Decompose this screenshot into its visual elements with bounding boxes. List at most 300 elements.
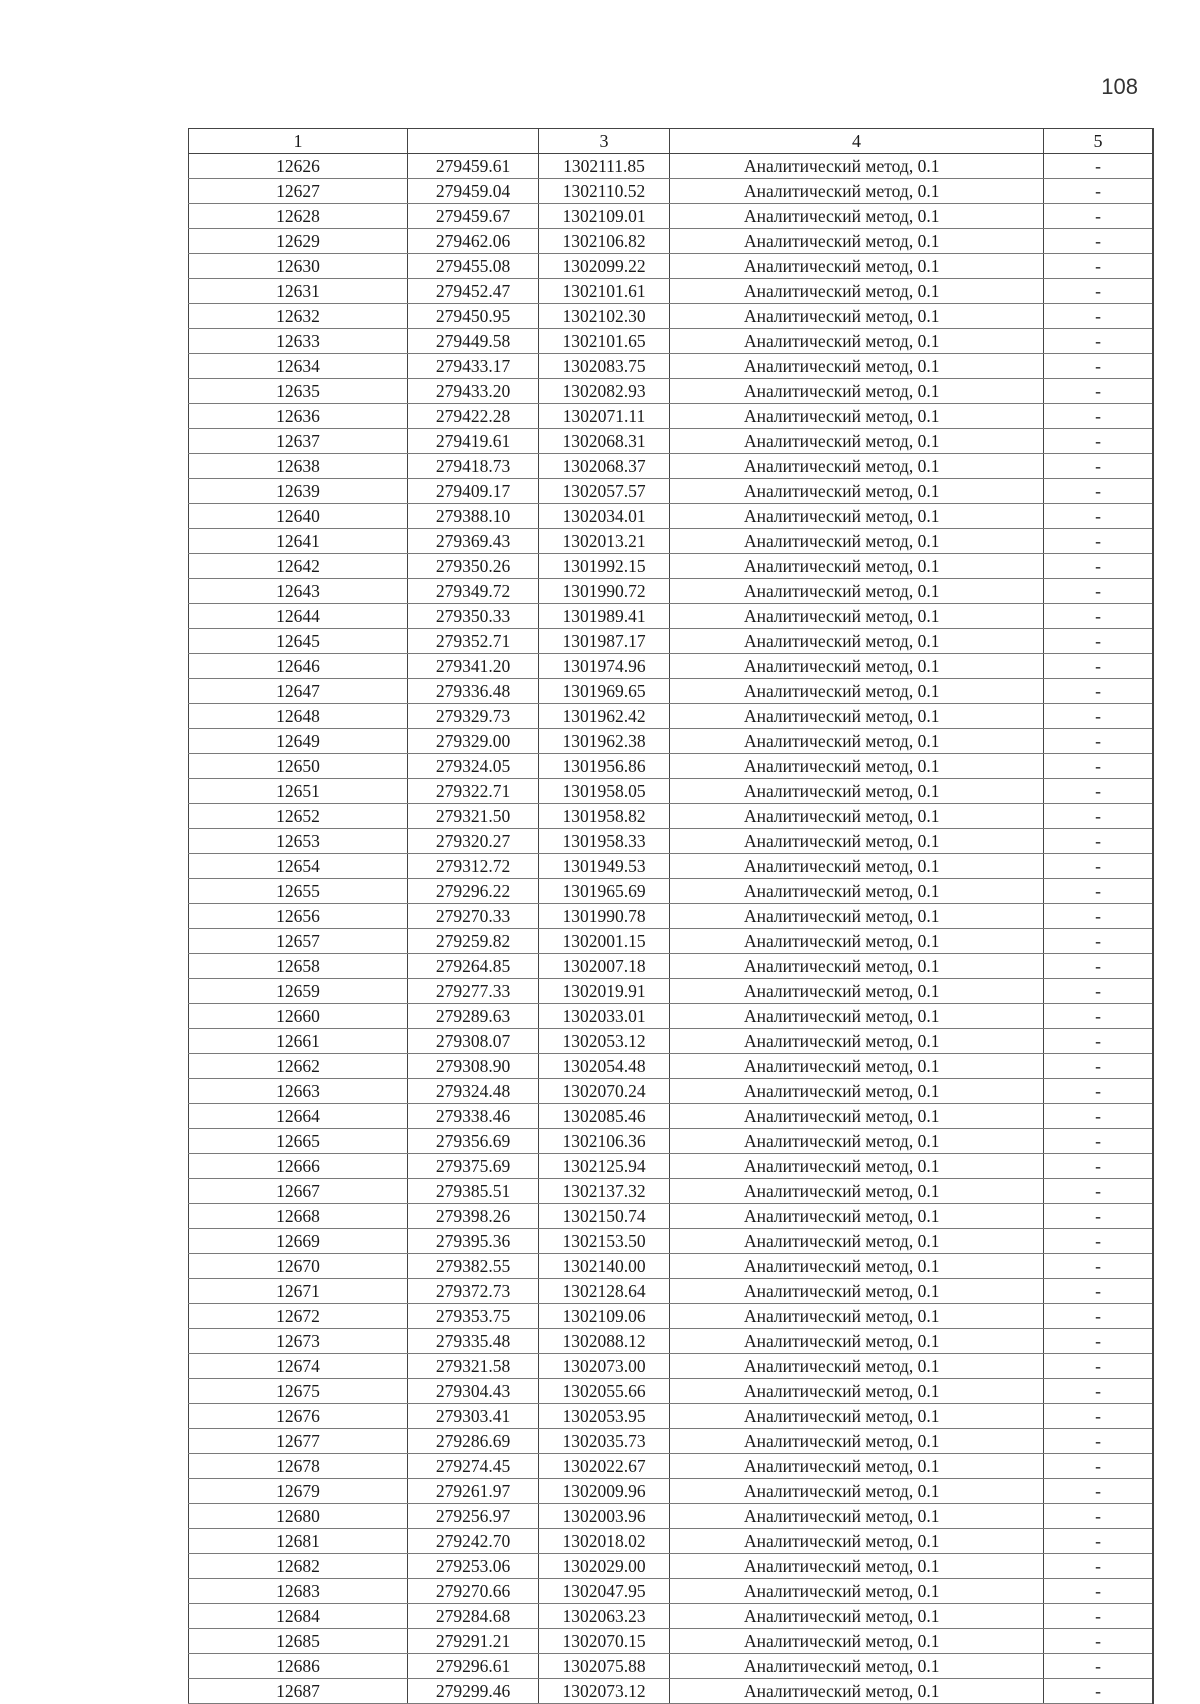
cell-coord-y: 1301969.65 <box>539 679 670 704</box>
cell-coord-y: 1301958.82 <box>539 804 670 829</box>
cell-coord-x: 279329.00 <box>408 729 539 754</box>
cell-note: - <box>1044 1254 1154 1279</box>
table-row <box>189 854 1154 879</box>
cell-coord-x: 279304.43 <box>408 1379 539 1404</box>
cell-coord-y: 1302110.52 <box>539 179 670 204</box>
cell-point-number: 12639 <box>189 479 408 504</box>
cell-coord-y: 1302073.00 <box>539 1354 670 1379</box>
cell-coord-y: 1302082.93 <box>539 379 670 404</box>
table-row <box>189 1229 1154 1254</box>
cell-coord-y: 1301962.38 <box>539 729 670 754</box>
table-row <box>189 1054 1154 1079</box>
cell-point-number: 12640 <box>189 504 408 529</box>
cell-note: - <box>1044 1004 1154 1029</box>
cell-coord-x: 279353.75 <box>408 1304 539 1329</box>
cell-coord-x: 279382.55 <box>408 1254 539 1279</box>
table-row <box>189 1129 1154 1154</box>
cell-method: Аналитический метод, 0.1 <box>670 954 1044 979</box>
cell-coord-x: 279286.69 <box>408 1429 539 1454</box>
cell-coord-y: 1302022.67 <box>539 1454 670 1479</box>
cell-method: Аналитический метод, 0.1 <box>670 629 1044 654</box>
table-row <box>189 629 1154 654</box>
table-row <box>189 1629 1154 1654</box>
cell-note: - <box>1044 604 1154 629</box>
cell-coord-y: 1302029.00 <box>539 1554 670 1579</box>
cell-point-number: 12677 <box>189 1429 408 1454</box>
table-row <box>189 754 1154 779</box>
cell-method: Аналитический метод, 0.1 <box>670 154 1044 179</box>
table-row <box>189 329 1154 354</box>
cell-note: - <box>1044 1579 1154 1604</box>
cell-coord-x: 279321.50 <box>408 804 539 829</box>
table-row <box>189 379 1154 404</box>
cell-note: - <box>1044 654 1154 679</box>
cell-coord-x: 279372.73 <box>408 1279 539 1304</box>
cell-coord-y: 1301962.42 <box>539 704 670 729</box>
cell-coord-y: 1301990.72 <box>539 579 670 604</box>
cell-note: - <box>1044 554 1154 579</box>
cell-coord-x: 279308.90 <box>408 1054 539 1079</box>
cell-coord-y: 1302125.94 <box>539 1154 670 1179</box>
cell-method: Аналитический метод, 0.1 <box>670 1379 1044 1404</box>
cell-point-number: 12670 <box>189 1254 408 1279</box>
table-row <box>189 1029 1154 1054</box>
table-row <box>189 1454 1154 1479</box>
cell-coord-y: 1302073.12 <box>539 1679 670 1704</box>
table-row <box>189 729 1154 754</box>
cell-point-number: 12659 <box>189 979 408 1004</box>
cell-coord-x: 279349.72 <box>408 579 539 604</box>
cell-method: Аналитический метод, 0.1 <box>670 654 1044 679</box>
cell-point-number: 12678 <box>189 1454 408 1479</box>
cell-note: - <box>1044 329 1154 354</box>
cell-coord-x: 279422.28 <box>408 404 539 429</box>
cell-point-number: 12680 <box>189 1504 408 1529</box>
cell-note: - <box>1044 754 1154 779</box>
cell-coord-y: 1302053.95 <box>539 1404 670 1429</box>
cell-note: - <box>1044 229 1154 254</box>
table-row <box>189 604 1154 629</box>
cell-coord-x: 279419.61 <box>408 429 539 454</box>
cell-point-number: 12631 <box>189 279 408 304</box>
cell-method: Аналитический метод, 0.1 <box>670 554 1044 579</box>
cell-note: - <box>1044 879 1154 904</box>
cell-point-number: 12675 <box>189 1379 408 1404</box>
cell-coord-y: 1302102.30 <box>539 304 670 329</box>
cell-coord-y: 1302101.61 <box>539 279 670 304</box>
cell-note: - <box>1044 1654 1154 1679</box>
cell-method: Аналитический метод, 0.1 <box>670 529 1044 554</box>
cell-coord-y: 1302013.21 <box>539 529 670 554</box>
table-header-row <box>189 129 1154 154</box>
cell-note: - <box>1044 1479 1154 1504</box>
table-row <box>189 504 1154 529</box>
cell-coord-y: 1302140.00 <box>539 1254 670 1279</box>
table-row <box>189 1654 1154 1679</box>
cell-method: Аналитический метод, 0.1 <box>670 379 1044 404</box>
cell-method: Аналитический метод, 0.1 <box>670 979 1044 1004</box>
cell-coord-y: 1302071.11 <box>539 404 670 429</box>
cell-note: - <box>1044 1679 1154 1704</box>
cell-coord-y: 1302101.65 <box>539 329 670 354</box>
cell-point-number: 12634 <box>189 354 408 379</box>
cell-coord-y: 1302109.01 <box>539 204 670 229</box>
cell-note: - <box>1044 279 1154 304</box>
cell-point-number: 12637 <box>189 429 408 454</box>
cell-point-number: 12673 <box>189 1329 408 1354</box>
cell-point-number: 12681 <box>189 1529 408 1554</box>
header-col-5: 5 <box>1044 129 1154 154</box>
table-row <box>189 979 1154 1004</box>
cell-method: Аналитический метод, 0.1 <box>670 929 1044 954</box>
cell-point-number: 12666 <box>189 1154 408 1179</box>
cell-note: - <box>1044 1429 1154 1454</box>
table-row <box>189 1354 1154 1379</box>
cell-coord-x: 279259.82 <box>408 929 539 954</box>
cell-coord-y: 1302106.82 <box>539 229 670 254</box>
cell-coord-y: 1302054.48 <box>539 1054 670 1079</box>
cell-coord-y: 1302070.24 <box>539 1079 670 1104</box>
table-row <box>189 779 1154 804</box>
header-col-2 <box>408 129 539 154</box>
cell-point-number: 12648 <box>189 704 408 729</box>
cell-coord-x: 279350.26 <box>408 554 539 579</box>
cell-point-number: 12662 <box>189 1054 408 1079</box>
table-row <box>189 879 1154 904</box>
cell-point-number: 12657 <box>189 929 408 954</box>
cell-method: Аналитический метод, 0.1 <box>670 604 1044 629</box>
cell-method: Аналитический метод, 0.1 <box>670 454 1044 479</box>
table-row <box>189 1529 1154 1554</box>
cell-coord-y: 1302007.18 <box>539 954 670 979</box>
cell-coord-x: 279375.69 <box>408 1154 539 1179</box>
table-row <box>189 1554 1154 1579</box>
cell-point-number: 12683 <box>189 1579 408 1604</box>
cell-coord-x: 279270.33 <box>408 904 539 929</box>
table-row <box>189 1429 1154 1454</box>
cell-coord-x: 279418.73 <box>408 454 539 479</box>
cell-coord-y: 1302053.12 <box>539 1029 670 1054</box>
cell-method: Аналитический метод, 0.1 <box>670 1279 1044 1304</box>
table-row <box>189 704 1154 729</box>
cell-coord-y: 1302088.12 <box>539 1329 670 1354</box>
table-row <box>189 954 1154 979</box>
cell-note: - <box>1044 1379 1154 1404</box>
table-row <box>189 554 1154 579</box>
cell-coord-x: 279303.41 <box>408 1404 539 1429</box>
cell-note: - <box>1044 1454 1154 1479</box>
cell-coord-x: 279459.61 <box>408 154 539 179</box>
cell-point-number: 12627 <box>189 179 408 204</box>
cell-coord-y: 1302035.73 <box>539 1429 670 1454</box>
cell-method: Аналитический метод, 0.1 <box>670 1604 1044 1629</box>
cell-coord-y: 1302047.95 <box>539 1579 670 1604</box>
cell-point-number: 12646 <box>189 654 408 679</box>
cell-note: - <box>1044 854 1154 879</box>
cell-method: Аналитический метод, 0.1 <box>670 879 1044 904</box>
cell-coord-y: 1302075.88 <box>539 1654 670 1679</box>
cell-note: - <box>1044 304 1154 329</box>
table-row <box>189 279 1154 304</box>
cell-method: Аналитический метод, 0.1 <box>670 1454 1044 1479</box>
cell-coord-y: 1302083.75 <box>539 354 670 379</box>
table-row <box>189 1179 1154 1204</box>
table-row <box>189 1254 1154 1279</box>
cell-coord-x: 279356.69 <box>408 1129 539 1154</box>
cell-coord-y: 1302033.01 <box>539 1004 670 1029</box>
cell-point-number: 12655 <box>189 879 408 904</box>
table-row <box>189 454 1154 479</box>
table-row <box>189 479 1154 504</box>
cell-point-number: 12668 <box>189 1204 408 1229</box>
cell-coord-x: 279253.06 <box>408 1554 539 1579</box>
cell-method: Аналитический метод, 0.1 <box>670 229 1044 254</box>
cell-point-number: 12647 <box>189 679 408 704</box>
cell-coord-y: 1302063.23 <box>539 1604 670 1629</box>
page-number: 108 <box>1101 74 1138 99</box>
table-row <box>189 429 1154 454</box>
cell-point-number: 12687 <box>189 1679 408 1704</box>
cell-note: - <box>1044 1554 1154 1579</box>
cell-method: Аналитический метод, 0.1 <box>670 479 1044 504</box>
cell-point-number: 12669 <box>189 1229 408 1254</box>
cell-note: - <box>1044 1404 1154 1429</box>
cell-note: - <box>1044 1104 1154 1129</box>
cell-method: Аналитический метод, 0.1 <box>670 1679 1044 1704</box>
cell-note: - <box>1044 354 1154 379</box>
cell-coord-y: 1302057.57 <box>539 479 670 504</box>
cell-coord-x: 279256.97 <box>408 1504 539 1529</box>
table-row <box>189 1679 1154 1704</box>
cell-method: Аналитический метод, 0.1 <box>670 1354 1044 1379</box>
cell-method: Аналитический метод, 0.1 <box>670 1479 1044 1504</box>
header-col-3: 3 <box>539 129 670 154</box>
cell-coord-x: 279324.05 <box>408 754 539 779</box>
cell-coord-x: 279338.46 <box>408 1104 539 1129</box>
cell-note: - <box>1044 704 1154 729</box>
table-row <box>189 1154 1154 1179</box>
table-row <box>189 1379 1154 1404</box>
table-row <box>189 679 1154 704</box>
cell-coord-x: 279299.46 <box>408 1679 539 1704</box>
cell-note: - <box>1044 479 1154 504</box>
table-row <box>189 1329 1154 1354</box>
cell-coord-y: 1302009.96 <box>539 1479 670 1504</box>
cell-coord-y: 1302018.02 <box>539 1529 670 1554</box>
cell-coord-y: 1302055.66 <box>539 1379 670 1404</box>
cell-method: Аналитический метод, 0.1 <box>670 704 1044 729</box>
table-row <box>189 1479 1154 1504</box>
cell-coord-x: 279329.73 <box>408 704 539 729</box>
cell-coord-y: 1301958.33 <box>539 829 670 854</box>
cell-coord-x: 279395.36 <box>408 1229 539 1254</box>
cell-point-number: 12651 <box>189 779 408 804</box>
cell-coord-y: 1302150.74 <box>539 1204 670 1229</box>
cell-coord-x: 279312.72 <box>408 854 539 879</box>
cell-method: Аналитический метод, 0.1 <box>670 579 1044 604</box>
cell-method: Аналитический метод, 0.1 <box>670 1054 1044 1079</box>
cell-note: - <box>1044 1329 1154 1354</box>
cell-point-number: 12672 <box>189 1304 408 1329</box>
cell-note: - <box>1044 579 1154 604</box>
cell-point-number: 12667 <box>189 1179 408 1204</box>
cell-coord-x: 279274.45 <box>408 1454 539 1479</box>
cell-coord-x: 279369.43 <box>408 529 539 554</box>
table-row <box>189 1204 1154 1229</box>
cell-note: - <box>1044 804 1154 829</box>
table-row <box>189 929 1154 954</box>
cell-coord-x: 279459.04 <box>408 179 539 204</box>
cell-coord-y: 1302001.15 <box>539 929 670 954</box>
cell-method: Аналитический метод, 0.1 <box>670 1004 1044 1029</box>
cell-coord-y: 1302137.32 <box>539 1179 670 1204</box>
table-row <box>189 1604 1154 1629</box>
cell-note: - <box>1044 779 1154 804</box>
cell-coord-x: 279409.17 <box>408 479 539 504</box>
cell-coord-x: 279462.06 <box>408 229 539 254</box>
cell-point-number: 12674 <box>189 1354 408 1379</box>
cell-coord-x: 279452.47 <box>408 279 539 304</box>
cell-method: Аналитический метод, 0.1 <box>670 1179 1044 1204</box>
cell-point-number: 12649 <box>189 729 408 754</box>
cell-point-number: 12629 <box>189 229 408 254</box>
cell-note: - <box>1044 379 1154 404</box>
cell-coord-x: 279335.48 <box>408 1329 539 1354</box>
cell-coord-y: 1302085.46 <box>539 1104 670 1129</box>
cell-coord-x: 279433.20 <box>408 379 539 404</box>
table-row <box>189 1579 1154 1604</box>
cell-coord-x: 279261.97 <box>408 1479 539 1504</box>
cell-point-number: 12686 <box>189 1654 408 1679</box>
cell-point-number: 12643 <box>189 579 408 604</box>
cell-method: Аналитический метод, 0.1 <box>670 1429 1044 1454</box>
cell-note: - <box>1044 429 1154 454</box>
table-row <box>189 654 1154 679</box>
cell-method: Аналитический метод, 0.1 <box>670 354 1044 379</box>
cell-point-number: 12661 <box>189 1029 408 1054</box>
cell-point-number: 12653 <box>189 829 408 854</box>
cell-coord-x: 279449.58 <box>408 329 539 354</box>
cell-method: Аналитический метод, 0.1 <box>670 1504 1044 1529</box>
cell-coord-x: 279296.61 <box>408 1654 539 1679</box>
cell-point-number: 12679 <box>189 1479 408 1504</box>
cell-note: - <box>1044 1079 1154 1104</box>
cell-method: Аналитический метод, 0.1 <box>670 1654 1044 1679</box>
cell-method: Аналитический метод, 0.1 <box>670 404 1044 429</box>
cell-note: - <box>1044 179 1154 204</box>
cell-note: - <box>1044 1179 1154 1204</box>
cell-note: - <box>1044 1229 1154 1254</box>
cell-note: - <box>1044 1529 1154 1554</box>
cell-coord-y: 1302034.01 <box>539 504 670 529</box>
cell-coord-x: 279459.67 <box>408 204 539 229</box>
cell-method: Аналитический метод, 0.1 <box>670 279 1044 304</box>
table-row <box>189 1104 1154 1129</box>
cell-point-number: 12635 <box>189 379 408 404</box>
cell-method: Аналитический метод, 0.1 <box>670 1529 1044 1554</box>
cell-point-number: 12638 <box>189 454 408 479</box>
cell-point-number: 12645 <box>189 629 408 654</box>
cell-coord-x: 279322.71 <box>408 779 539 804</box>
cell-coord-x: 279450.95 <box>408 304 539 329</box>
cell-note: - <box>1044 629 1154 654</box>
cell-note: - <box>1044 729 1154 754</box>
coordinates-table <box>188 128 1154 1704</box>
cell-coord-x: 279385.51 <box>408 1179 539 1204</box>
table-row <box>189 829 1154 854</box>
table-row <box>189 579 1154 604</box>
table-row <box>189 1279 1154 1304</box>
cell-method: Аналитический метод, 0.1 <box>670 1629 1044 1654</box>
cell-note: - <box>1044 829 1154 854</box>
cell-note: - <box>1044 904 1154 929</box>
table-row <box>189 1404 1154 1429</box>
cell-point-number: 12632 <box>189 304 408 329</box>
cell-coord-x: 279433.17 <box>408 354 539 379</box>
cell-coord-y: 1302070.15 <box>539 1629 670 1654</box>
cell-method: Аналитический метод, 0.1 <box>670 204 1044 229</box>
cell-method: Аналитический метод, 0.1 <box>670 429 1044 454</box>
cell-point-number: 12628 <box>189 204 408 229</box>
cell-point-number: 12685 <box>189 1629 408 1654</box>
table-row <box>189 154 1154 179</box>
cell-note: - <box>1044 504 1154 529</box>
cell-point-number: 12654 <box>189 854 408 879</box>
cell-point-number: 12682 <box>189 1554 408 1579</box>
table-row <box>189 1079 1154 1104</box>
cell-coord-x: 279324.48 <box>408 1079 539 1104</box>
cell-coord-y: 1301949.53 <box>539 854 670 879</box>
cell-note: - <box>1044 1029 1154 1054</box>
cell-coord-x: 279388.10 <box>408 504 539 529</box>
cell-method: Аналитический метод, 0.1 <box>670 904 1044 929</box>
cell-method: Аналитический метод, 0.1 <box>670 504 1044 529</box>
cell-method: Аналитический метод, 0.1 <box>670 1229 1044 1254</box>
table-row <box>189 179 1154 204</box>
cell-coord-y: 1301956.86 <box>539 754 670 779</box>
cell-method: Аналитический метод, 0.1 <box>670 329 1044 354</box>
cell-method: Аналитический метод, 0.1 <box>670 729 1044 754</box>
table-row <box>189 354 1154 379</box>
cell-note: - <box>1044 529 1154 554</box>
cell-coord-y: 1301992.15 <box>539 554 670 579</box>
cell-note: - <box>1044 1354 1154 1379</box>
cell-method: Аналитический метод, 0.1 <box>670 854 1044 879</box>
cell-note: - <box>1044 204 1154 229</box>
table-row <box>189 529 1154 554</box>
table-row <box>189 1304 1154 1329</box>
cell-method: Аналитический метод, 0.1 <box>670 1079 1044 1104</box>
cell-point-number: 12656 <box>189 904 408 929</box>
cell-method: Аналитический метод, 0.1 <box>670 829 1044 854</box>
cell-coord-x: 279284.68 <box>408 1604 539 1629</box>
cell-note: - <box>1044 1129 1154 1154</box>
cell-method: Аналитический метод, 0.1 <box>670 1104 1044 1129</box>
cell-method: Аналитический метод, 0.1 <box>670 1304 1044 1329</box>
cell-method: Аналитический метод, 0.1 <box>670 754 1044 779</box>
cell-note: - <box>1044 679 1154 704</box>
cell-coord-x: 279398.26 <box>408 1204 539 1229</box>
cell-coord-y: 1302106.36 <box>539 1129 670 1154</box>
cell-note: - <box>1044 1304 1154 1329</box>
cell-point-number: 12671 <box>189 1279 408 1304</box>
cell-method: Аналитический метод, 0.1 <box>670 1254 1044 1279</box>
cell-point-number: 12665 <box>189 1129 408 1154</box>
cell-coord-x: 279270.66 <box>408 1579 539 1604</box>
cell-point-number: 12663 <box>189 1079 408 1104</box>
cell-coord-y: 1301974.96 <box>539 654 670 679</box>
cell-note: - <box>1044 1504 1154 1529</box>
